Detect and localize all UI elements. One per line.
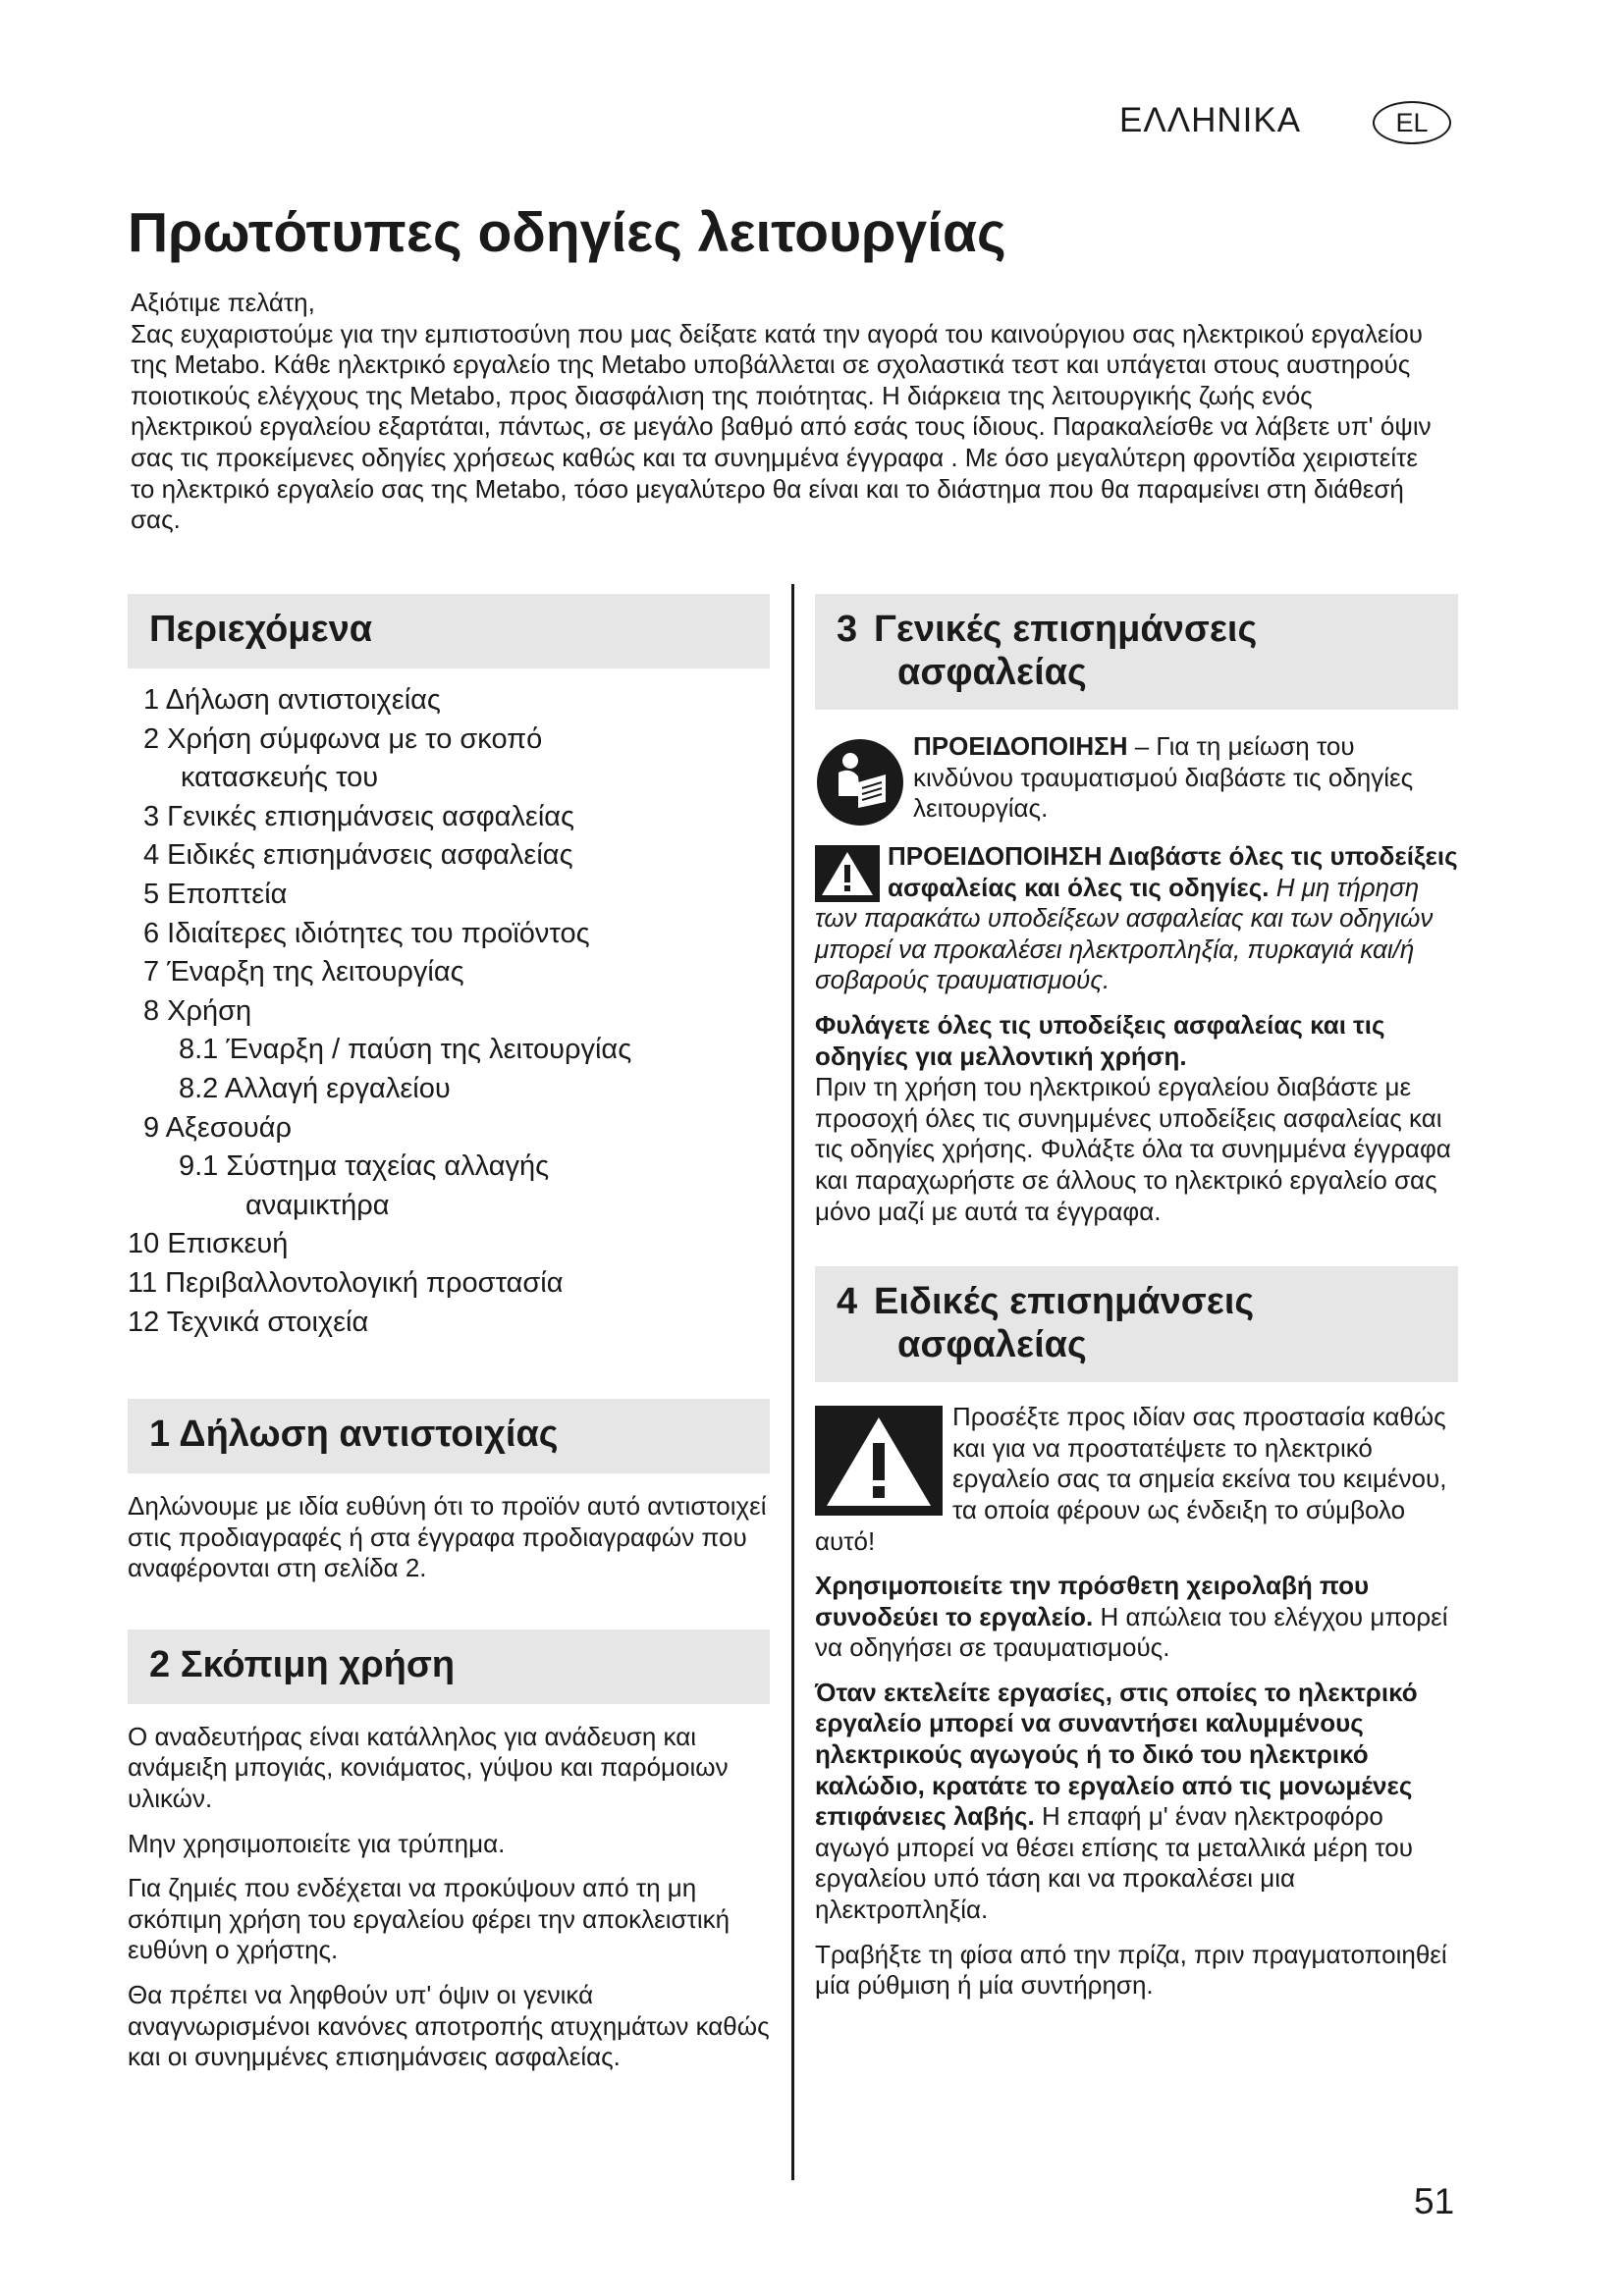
toc-item[interactable]: 10 Επισκευή <box>128 1228 289 1260</box>
toc-item[interactable]: 11 Περιβαλλοντολογική προστασία <box>128 1266 564 1299</box>
right-column <box>815 594 1458 2015</box>
section-4-heading-line1: Ειδικές επισημάνσεις <box>874 1281 1255 1323</box>
toc-item[interactable]: 5 Εποπτεία <box>143 878 288 910</box>
warning-1-text <box>913 731 1458 825</box>
keep-instructions-label: Φυλάγετε όλες τις υποδείξεις ασφαλείας και τις οδηγίες για μελλοντική χρήση. <box>815 1009 1385 1071</box>
section-1-text: Δηλώνουμε με ιδία ευθύνη ότι το προϊόν αυτό αντιστοιχεί στις προδιαγραφές ή στα έγγραφα προδιαγραφών που αναφέρονται στη σελίδα 2. <box>128 1491 767 1583</box>
section-3-heading-line2: ασφαλείας <box>897 652 1087 693</box>
page-title: Πρωτότυπες οδηγίες λειτουργίας <box>128 201 1006 264</box>
intro-body: Σας ευχαριστούμε για την εμπιστοσύνη που μας δείξατε κατά την αγορά του καινούργιου σας ηλεκτρικού εργαλείου της Metabo. Κάθε ηλεκτρικό εργαλείο της Metabo υποβάλλεται σε σχολαστικά τεστ και υπάγεται στους αυστηρούς ποιοτικούς ελέγχους της Metabo, προς διασφάλιση της ποιότητας. Η διάρκεια της λειτουργικής ζωής ενός ηλεκτρικού εργαλείου εξαρτάται, πάντως, σε μεγάλο βαθμό από εσάς τους ίδιους. Παρακαλείσθε να λάβετε υπ' όψιν σας τις προκείμενες οδηγίες χρήσεως καθώς και τα συνημμένα έγγραφα . Με όσο μεγαλύτερη φροντίδα χειριστείτε το ηλεκτρικό εργαλείο σας της Metabo, τόσο μεγαλύτερο θα είναι και το διάστημα που θα παραμείνει στη διάθεσή σας. <box>131 318 1432 535</box>
section-4-heading <box>815 1266 1458 1382</box>
handle-label: Χρησιμοποιείτε την πρόσθετη χειρολαβή που συνοδεύει το εργαλείο. <box>815 1571 1370 1631</box>
plug-text: Τραβήξτε τη φίσα από την πρίζα, πριν πραγματοποιηθεί μία ρύθμιση ή μία συντήρηση. <box>815 1939 1447 2001</box>
toc-item[interactable]: 12 Τεχνικά στοιχεία <box>128 1306 369 1338</box>
contents-heading: Περιεχόμενα <box>128 594 770 668</box>
toc-item[interactable]: 7 Έναρξη της λειτουργίας <box>143 956 464 988</box>
section-2-heading: 2 Σκόπιμη χρήση <box>128 1629 770 1704</box>
warning-2-label: ΠΡΟΕΙΔΟΠΟΙΗΣΗ Διαβάστε όλες τις υποδείξεις ασφαλείας και όλες τις οδηγίες. <box>888 841 1458 902</box>
warning-1-body: – Για τη μείωση του κινδύνου τραυματισμού διαβάστε τις οδηγίες λειτουργίας. <box>913 731 1414 824</box>
toc-subitem-continuation[interactable]: αναμικτήρα <box>245 1189 390 1221</box>
attention-triangle-icon <box>815 1406 943 1516</box>
section-2-para: Θα πρέπει να ληφθούν υπ' όψιν οι γενικά αναγνωρισμένοι κανόνες αποτροπής ατυχημάτων καθώς και οι συνημμένες επισημάνσεις ασφαλείας. <box>128 1980 770 2072</box>
read-manual-icon <box>815 737 905 828</box>
keep-instructions-body: Πριν τη χρήση του ηλεκτρικού εργαλείου διαβάστε με προσοχή όλες τις συνημμένες υποδείξεις ασφαλείας και τις οδηγίες χρήσης. Φυλάξτε όλα τα συνημμένα έγγραφα και παραχωρήστε σε άλλους το ηλεκτρικό εργαλείο σας μόνο μαζί με αυτά τα έγγραφα. <box>815 1072 1451 1226</box>
toc-item-continuation[interactable]: κατασκευής του <box>181 762 379 794</box>
toc-item[interactable]: 1 Δήλωση αντιστοιχείας <box>143 684 441 716</box>
section-4-heading-line2: ασφαλείας <box>897 1324 1087 1366</box>
cable-label: Όταν εκτελείτε εργασίες, στις οποίες το ηλεκτρικό εργαλείο μπορεί να συναντήσει καλυμμένους ηλεκτρικούς αγωγούς ή το δικό του ηλεκτρικό καλώδιο, κρατάτε το εργαλείο από τις μονωμένες επιφάνειες λαβής. <box>815 1677 1418 1832</box>
toc-item[interactable]: 2 Χρήση σύμφωνα με το σκοπό <box>143 722 543 755</box>
toc-item[interactable]: 4 Ειδικές επισημάνσεις ασφαλείας <box>143 839 573 872</box>
section-3-heading-line1: Γενικές επισημάνσεις <box>874 609 1258 650</box>
language-label: ΕΛΛΗΝΙΚΑ <box>1119 101 1302 139</box>
section-3-heading <box>815 594 1458 710</box>
cable-text <box>815 1678 1458 1926</box>
left-column <box>128 594 770 2087</box>
cable-body: Η επαφή μ' έναν ηλεκτροφόρο αγωγό μπορεί να θέσει επίσης τα μεταλλικά μέρη του εργαλείου υπό τάση και να προκαλέσει μια ηλεκτροπληξία. <box>815 1801 1413 1925</box>
toc-subitem[interactable]: 8.1 Έναρξη / παύση της λειτουργίας <box>179 1034 632 1066</box>
section-1-heading: 1 Δήλωση αντιστοιχίας <box>128 1399 770 1473</box>
toc-subitem[interactable]: 8.2 Αλλαγή εργαλείου <box>179 1072 451 1104</box>
read-manual-warning <box>815 731 1458 828</box>
intro-greeting: Αξιότιμε πελάτη, <box>131 288 315 317</box>
attention-note <box>815 1402 1458 1557</box>
toc-item[interactable]: 8 Χρήση <box>143 994 252 1027</box>
section-2-para: Για ζημιές που ενδέχεται να προκύψουν από τη μη σκόπιμη χρήση του εργαλείου φέρει την αποκλειστική ευθύνη ο χρήστης. <box>128 1873 731 1965</box>
toc-subitem[interactable]: 9.1 Σύστημα ταχείας αλλαγής <box>179 1150 550 1183</box>
toc-item[interactable]: 3 Γενικές επισημάνσεις ασφαλείας <box>143 800 575 832</box>
handle-text <box>815 1571 1458 1664</box>
all-instructions-warning <box>815 841 1458 996</box>
warning-2-body: Η μη τήρηση των παρακάτω υποδείξεων ασφαλείας και των οδηγιών μπορεί να προκαλέσει ηλεκτροπληξία, πυρκαγιά και/ή σοβαρούς τραυματισμούς. <box>815 872 1434 995</box>
toc-item[interactable]: 9 Αξεσουάρ <box>143 1111 292 1144</box>
column-divider <box>791 584 794 2180</box>
warning-2-text <box>815 841 1458 996</box>
section-2-para: Μην χρησιμοποιείτε για τρύπημα. <box>128 1828 506 1858</box>
warning-1-label: ΠΡΟΕΙΔΟΠΟΙΗΣΗ <box>913 731 1128 761</box>
keep-instructions-text <box>815 1010 1458 1227</box>
handle-body: Η απώλεια του ελέγχου μπορεί να οδηγήσει σε τραυματισμούς. <box>815 1601 1448 1663</box>
section-2-para: Ο αναδευτήρας είναι κατάλληλος για ανάδευση και ανάμειξη μπογιάς, κονιάματος, γύψου και παρόμοιων υλικών. <box>128 1721 729 1814</box>
attention-text: Προσέξτε προς ιδίαν σας προστασία καθώς και για να προστατέψετε το ηλεκτρικό εργαλείο σας τα σημεία εκείνα του κειμένου, τα οποία φέρουν ως ένδειξη το σύμβολο αυτό! <box>815 1402 1447 1556</box>
contents-list <box>128 681 770 1342</box>
warning-triangle-icon <box>815 845 880 902</box>
page-number: 51 <box>1414 2181 1455 2221</box>
toc-item[interactable]: 6 Ιδιαίτερες ιδιότητες του προϊόντος <box>143 917 590 949</box>
section-4-number: 4 <box>837 1281 858 1323</box>
section-3-number: 3 <box>837 609 858 650</box>
language-badge: EL <box>1373 101 1451 144</box>
intro-block <box>131 288 1436 536</box>
